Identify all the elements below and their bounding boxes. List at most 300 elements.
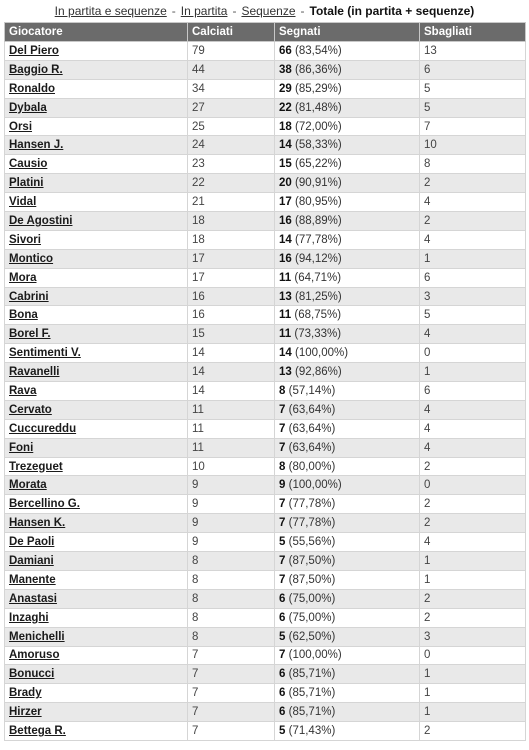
calciati-cell: 27 (188, 98, 275, 117)
segnati-cell (275, 684, 420, 703)
segnati-percentage: (100,00%) (295, 347, 349, 360)
calciati-cell: 8 (188, 552, 275, 571)
segnati-count: 7 (279, 649, 286, 662)
segnati-cell (275, 249, 420, 268)
calciati-cell: 18 (188, 230, 275, 249)
calciati-cell: 7 (188, 684, 275, 703)
player-link[interactable]: Ronaldo (9, 82, 55, 95)
player-cell (5, 363, 188, 382)
sbagliati-cell: 4 (420, 438, 526, 457)
sbagliati-cell: 4 (420, 419, 526, 438)
sbagliati-cell: 1 (420, 570, 526, 589)
calciati-cell: 11 (188, 400, 275, 419)
segnati-cell (275, 589, 420, 608)
segnati-count: 16 (279, 214, 292, 227)
player-cell (5, 117, 188, 136)
segnati-count: 14 (279, 347, 292, 360)
player-link[interactable]: De Agostini (9, 214, 73, 227)
sbagliati-cell: 4 (420, 533, 526, 552)
player-link[interactable]: Sivori (9, 233, 41, 246)
segnati-percentage: (80,00%) (288, 460, 336, 473)
segnati-cell (275, 514, 420, 533)
table-row (5, 212, 526, 231)
segnati-count: 13 (279, 366, 292, 379)
segnati-count: 7 (279, 403, 286, 416)
table-row (5, 136, 526, 155)
table-row (5, 174, 526, 193)
calciati-cell: 24 (188, 136, 275, 155)
segnati-percentage: (77,78%) (288, 517, 336, 530)
player-cell (5, 495, 188, 514)
nav-current-view: Totale (in partita + sequenze) (309, 4, 475, 18)
player-cell (5, 438, 188, 457)
player-cell (5, 79, 188, 98)
player-link[interactable]: Anastasi (9, 592, 57, 605)
sbagliati-cell: 2 (420, 495, 526, 514)
table-row (5, 684, 526, 703)
player-cell (5, 193, 188, 212)
player-cell (5, 419, 188, 438)
calciati-cell: 7 (188, 722, 275, 741)
column-header-giocatore[interactable]: Giocatore (5, 23, 188, 42)
table-row (5, 570, 526, 589)
segnati-percentage: (85,71%) (288, 668, 336, 681)
player-cell (5, 306, 188, 325)
segnati-cell (275, 495, 420, 514)
sbagliati-cell: 6 (420, 268, 526, 287)
segnati-cell (275, 98, 420, 117)
segnati-count: 7 (279, 422, 286, 435)
calciati-cell: 8 (188, 589, 275, 608)
player-cell (5, 136, 188, 155)
player-link[interactable]: Hirzer (9, 706, 42, 719)
segnati-cell (275, 212, 420, 231)
view-selector-nav (0, 0, 529, 22)
table-row (5, 457, 526, 476)
segnati-cell (275, 230, 420, 249)
player-link[interactable]: Cabrini (9, 290, 49, 303)
segnati-cell (275, 646, 420, 665)
sbagliati-cell: 2 (420, 608, 526, 627)
segnati-percentage: (85,29%) (295, 82, 342, 95)
player-cell (5, 476, 188, 495)
segnati-percentage: (81,48%) (295, 101, 342, 114)
table-row (5, 325, 526, 344)
segnati-percentage: (64,71%) (294, 271, 342, 284)
segnati-cell (275, 703, 420, 722)
player-cell (5, 722, 188, 741)
column-header-segnati[interactable]: Segnati (275, 23, 420, 42)
segnati-count: 6 (279, 592, 286, 605)
sbagliati-cell: 5 (420, 79, 526, 98)
segnati-cell (275, 382, 420, 401)
calciati-cell: 11 (188, 419, 275, 438)
player-link[interactable]: Amoruso (9, 649, 60, 662)
segnati-count: 14 (279, 233, 292, 246)
player-cell (5, 684, 188, 703)
table-row (5, 703, 526, 722)
player-link[interactable]: Trezeguet (9, 460, 63, 473)
sbagliati-cell: 1 (420, 684, 526, 703)
table-row (5, 438, 526, 457)
calciati-cell: 9 (188, 476, 275, 495)
segnati-cell (275, 722, 420, 741)
calciati-cell: 14 (188, 344, 275, 363)
player-cell (5, 325, 188, 344)
table-row (5, 552, 526, 571)
sbagliati-cell: 2 (420, 722, 526, 741)
segnati-count: 22 (279, 101, 292, 114)
table-row (5, 117, 526, 136)
table-row (5, 514, 526, 533)
calciati-cell: 10 (188, 457, 275, 476)
segnati-cell (275, 60, 420, 79)
player-link[interactable]: Brady (9, 687, 42, 700)
segnati-cell (275, 570, 420, 589)
segnati-cell (275, 117, 420, 136)
segnati-count: 5 (279, 536, 286, 549)
segnati-count: 11 (279, 309, 292, 322)
table-row (5, 363, 526, 382)
calciati-cell: 18 (188, 212, 275, 231)
sbagliati-cell: 2 (420, 174, 526, 193)
segnati-percentage: (87,50%) (288, 554, 336, 567)
segnati-percentage: (68,75%) (294, 309, 342, 322)
segnati-cell (275, 608, 420, 627)
player-link[interactable]: Montico (9, 252, 54, 265)
column-header-sbagliati[interactable]: Sbagliati (420, 23, 526, 42)
player-cell (5, 42, 188, 61)
sbagliati-cell: 8 (420, 155, 526, 174)
segnati-percentage: (100,00%) (288, 649, 342, 662)
player-link[interactable]: Bettega R. (9, 725, 66, 737)
calciati-cell: 17 (188, 268, 275, 287)
segnati-percentage: (71,43%) (288, 725, 336, 737)
player-cell (5, 174, 188, 193)
calciati-cell: 9 (188, 514, 275, 533)
table-row (5, 382, 526, 401)
player-link[interactable]: Sentimenti V. (9, 347, 81, 360)
calciati-cell: 25 (188, 117, 275, 136)
sbagliati-cell: 4 (420, 193, 526, 212)
calciati-cell: 79 (188, 42, 275, 61)
player-link[interactable]: Cuccureddu (9, 422, 77, 435)
calciati-cell: 22 (188, 174, 275, 193)
player-link[interactable]: Manente (9, 573, 56, 586)
player-cell (5, 249, 188, 268)
sbagliati-cell: 4 (420, 325, 526, 344)
calciati-cell: 11 (188, 438, 275, 457)
segnati-cell (275, 438, 420, 457)
segnati-cell (275, 419, 420, 438)
table-row (5, 646, 526, 665)
table-row (5, 419, 526, 438)
nav-separator: - (300, 4, 305, 18)
calciati-cell: 44 (188, 60, 275, 79)
table-row (5, 42, 526, 61)
player-link[interactable]: Platini (9, 177, 44, 190)
table-row (5, 287, 526, 306)
player-cell (5, 608, 188, 627)
calciati-cell: 9 (188, 495, 275, 514)
segnati-percentage: (73,33%) (294, 328, 342, 341)
segnati-cell (275, 627, 420, 646)
segnati-cell (275, 476, 420, 495)
table-row (5, 627, 526, 646)
segnati-cell (275, 665, 420, 684)
segnati-count: 6 (279, 706, 286, 719)
sbagliati-cell: 2 (420, 589, 526, 608)
nav-link-sequenze[interactable]: Sequenze (241, 4, 296, 18)
player-link[interactable]: Bonucci (9, 668, 55, 681)
segnati-cell (275, 325, 420, 344)
calciati-cell: 7 (188, 703, 275, 722)
sbagliati-cell: 1 (420, 249, 526, 268)
table-row (5, 268, 526, 287)
player-link[interactable]: Morata (9, 479, 47, 492)
segnati-count: 15 (279, 158, 292, 171)
table-row (5, 249, 526, 268)
segnati-count: 7 (279, 498, 286, 511)
segnati-percentage: (77,78%) (295, 233, 342, 246)
segnati-count: 14 (279, 139, 292, 152)
segnati-count: 16 (279, 252, 292, 265)
segnati-count: 29 (279, 82, 292, 95)
segnati-percentage: (86,36%) (295, 63, 342, 76)
calciati-cell: 23 (188, 155, 275, 174)
segnati-count: 18 (279, 120, 292, 133)
table-row (5, 230, 526, 249)
calciati-cell: 16 (188, 287, 275, 306)
penalty-stats-table (4, 22, 526, 741)
table-row (5, 98, 526, 117)
sbagliati-cell: 7 (420, 117, 526, 136)
calciati-cell: 8 (188, 627, 275, 646)
player-link[interactable]: Causio (9, 158, 48, 171)
calciati-cell: 8 (188, 608, 275, 627)
nav-separator: - (232, 4, 237, 18)
nav-link-in-partita-e-sequenze[interactable]: In partita e sequenze (54, 4, 167, 18)
table-row (5, 306, 526, 325)
sbagliati-cell: 3 (420, 287, 526, 306)
player-cell (5, 268, 188, 287)
player-link[interactable]: Bercellino G. (9, 498, 80, 511)
sbagliati-cell: 2 (420, 212, 526, 231)
player-cell (5, 589, 188, 608)
segnati-cell (275, 363, 420, 382)
segnati-percentage: (57,14%) (288, 384, 336, 397)
segnati-percentage: (65,22%) (295, 158, 342, 171)
calciati-cell: 16 (188, 306, 275, 325)
player-link[interactable]: Bona (9, 309, 38, 322)
table-row (5, 589, 526, 608)
player-link[interactable]: Foni (9, 441, 34, 454)
segnati-count: 38 (279, 63, 292, 76)
sbagliati-cell: 2 (420, 457, 526, 476)
player-cell (5, 212, 188, 231)
segnati-cell (275, 174, 420, 193)
table-row (5, 533, 526, 552)
player-cell (5, 646, 188, 665)
segnati-percentage: (83,54%) (295, 44, 342, 57)
table-row (5, 608, 526, 627)
table-row (5, 495, 526, 514)
calciati-cell: 15 (188, 325, 275, 344)
segnati-percentage: (94,12%) (295, 252, 342, 265)
player-cell (5, 457, 188, 476)
calciati-cell: 9 (188, 533, 275, 552)
segnati-percentage: (62,50%) (288, 630, 336, 643)
player-cell (5, 382, 188, 401)
nav-separator: - (171, 4, 176, 18)
segnati-percentage: (92,86%) (295, 366, 342, 379)
calciati-cell: 21 (188, 193, 275, 212)
segnati-count: 11 (279, 328, 292, 341)
table-row (5, 79, 526, 98)
segnati-count: 5 (279, 725, 286, 737)
segnati-cell (275, 400, 420, 419)
segnati-count: 8 (279, 460, 286, 473)
segnati-percentage: (81,25%) (295, 290, 342, 303)
segnati-count: 13 (279, 290, 292, 303)
player-link[interactable]: Mora (9, 271, 37, 284)
player-cell (5, 552, 188, 571)
calciati-cell: 17 (188, 249, 275, 268)
player-cell (5, 533, 188, 552)
player-cell (5, 703, 188, 722)
player-link[interactable]: Dybala (9, 101, 47, 114)
segnati-cell (275, 457, 420, 476)
player-cell (5, 400, 188, 419)
segnati-percentage: (80,95%) (295, 196, 342, 209)
player-link[interactable]: Ravanelli (9, 366, 60, 379)
segnati-count: 11 (279, 271, 292, 284)
player-link[interactable]: Rava (9, 384, 37, 397)
calciati-cell: 34 (188, 79, 275, 98)
segnati-percentage: (90,91%) (295, 177, 342, 190)
segnati-count: 8 (279, 384, 286, 397)
sbagliati-cell: 1 (420, 703, 526, 722)
segnati-count: 17 (279, 196, 292, 209)
player-cell (5, 570, 188, 589)
table-row (5, 665, 526, 684)
segnati-percentage: (63,64%) (288, 441, 336, 454)
calciati-cell: 7 (188, 646, 275, 665)
segnati-count: 6 (279, 687, 286, 700)
segnati-cell (275, 136, 420, 155)
segnati-count: 5 (279, 630, 286, 643)
sbagliati-cell: 1 (420, 552, 526, 571)
segnati-cell (275, 193, 420, 212)
table-header-row (5, 23, 526, 42)
segnati-cell (275, 79, 420, 98)
player-cell (5, 627, 188, 646)
segnati-cell (275, 533, 420, 552)
player-link[interactable]: Hansen K. (9, 517, 66, 530)
segnati-percentage: (88,89%) (295, 214, 342, 227)
segnati-percentage: (58,33%) (295, 139, 342, 152)
player-link[interactable]: Del Piero (9, 44, 59, 57)
sbagliati-cell: 1 (420, 363, 526, 382)
segnati-count: 6 (279, 611, 286, 624)
segnati-cell (275, 344, 420, 363)
segnati-percentage: (77,78%) (288, 498, 336, 511)
table-row (5, 155, 526, 174)
segnati-count: 7 (279, 554, 286, 567)
player-link[interactable]: Vidal (9, 196, 37, 209)
segnati-percentage: (100,00%) (288, 479, 342, 492)
sbagliati-cell: 2 (420, 514, 526, 533)
nav-link-in-partita[interactable]: In partita (180, 4, 228, 18)
sbagliati-cell: 0 (420, 476, 526, 495)
table-row (5, 193, 526, 212)
player-link[interactable]: Borel F. (9, 328, 51, 341)
segnati-percentage: (75,00%) (288, 611, 336, 624)
segnati-percentage: (75,00%) (288, 592, 336, 605)
segnati-cell (275, 155, 420, 174)
player-cell (5, 514, 188, 533)
segnati-count: 6 (279, 668, 286, 681)
table-row (5, 60, 526, 79)
sbagliati-cell: 4 (420, 400, 526, 419)
player-cell (5, 230, 188, 249)
segnati-cell (275, 42, 420, 61)
segnati-percentage: (72,00%) (295, 120, 342, 133)
column-header-calciati[interactable]: Calciati (188, 23, 275, 42)
sbagliati-cell: 5 (420, 306, 526, 325)
sbagliati-cell: 0 (420, 646, 526, 665)
segnati-count: 9 (279, 479, 286, 492)
player-link[interactable]: Baggio R. (9, 63, 63, 76)
player-cell (5, 665, 188, 684)
segnati-count: 66 (279, 44, 292, 57)
segnati-cell (275, 287, 420, 306)
player-link[interactable]: Menichelli (9, 630, 65, 643)
segnati-percentage: (85,71%) (288, 687, 336, 700)
sbagliati-cell: 4 (420, 230, 526, 249)
player-link[interactable]: De Paoli (9, 536, 55, 549)
player-link[interactable]: Hansen J. (9, 139, 64, 152)
segnati-count: 20 (279, 177, 292, 190)
table-row (5, 476, 526, 495)
player-link[interactable]: Damiani (9, 554, 54, 567)
calciati-cell: 7 (188, 665, 275, 684)
calciati-cell: 8 (188, 570, 275, 589)
segnati-cell (275, 306, 420, 325)
player-cell (5, 344, 188, 363)
sbagliati-cell: 3 (420, 627, 526, 646)
sbagliati-cell: 13 (420, 42, 526, 61)
sbagliati-cell: 6 (420, 382, 526, 401)
table-row (5, 722, 526, 741)
segnati-percentage: (85,71%) (288, 706, 336, 719)
player-link[interactable]: Cervato (9, 403, 52, 416)
segnati-percentage: (87,50%) (288, 573, 336, 586)
player-cell (5, 155, 188, 174)
segnati-percentage: (63,64%) (288, 403, 336, 416)
segnati-count: 7 (279, 517, 286, 530)
player-cell (5, 98, 188, 117)
table-body (5, 42, 526, 741)
sbagliati-cell: 5 (420, 98, 526, 117)
player-cell (5, 60, 188, 79)
player-cell (5, 287, 188, 306)
segnati-count: 7 (279, 441, 286, 454)
player-link[interactable]: Inzaghi (9, 611, 49, 624)
sbagliati-cell: 1 (420, 665, 526, 684)
player-link[interactable]: Orsi (9, 120, 33, 133)
calciati-cell: 14 (188, 382, 275, 401)
